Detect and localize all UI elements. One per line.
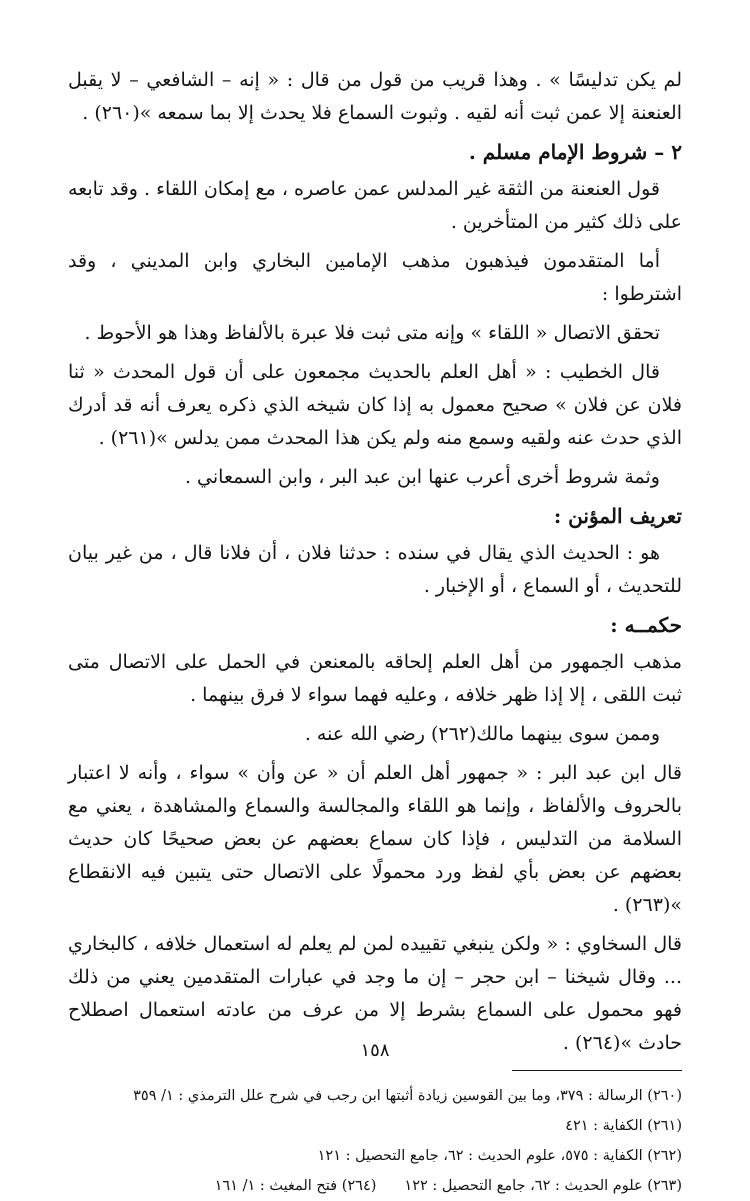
paragraph-7: وثمة شروط أخرى أعرب عنها ابن عبد البر ، وابن السمعاني . [184,466,660,488]
page-number: ١٥٨ [360,1040,390,1061]
section-heading-ruling: حكمــه : [610,613,682,637]
paragraph-9: هو : الحديث الذي يقال في سنده : حدثنا فلان ، أن فلانا قال ، من غير بيان للتحديث ، أو السماع ، أو الإخبار . [68,542,682,597]
paragraph-12: وممن سوى بينهما مالك(٢٦٢) رضي الله عنه . [304,723,660,745]
paragraph-11: مذهب الجمهور من أهل العلم إلحاقه بالمعنعن في الحمل على الاتصال متى ثبت اللقى ، إلا إذا ظهر خلافه ، وعليه فهما سواء لا فرق بينهما . [68,651,682,706]
paragraph-4: أما المتقدمون فيذهبون مذهب الإمامين البخاري وابن المديني ، وقد اشترطوا : [68,250,682,305]
footnote-261: (٢٦١) الكفاية : ٤٢١ [565,1118,682,1134]
section-heading-definition: تعريف المؤنن : [553,504,682,528]
paragraph-14: قال السخاوي : « ولكن ينبغي تقييده لمن لم يعلم له استعمال خلافه ، كالبخاري ... وقال شيخنا – ابن حجر – إن ما وجد في عبارات المتقدمين يعني من ذلك فهو محمول على السماع بشرط إلا من عرف من عادته استعمال اصطلاح حادث »(٢٦٤) . [68,933,682,1054]
footnote-260: (٢٦٠) الرسالة : ٣٧٩، وما بين القوسين زيادة أثبتها ابن رجب في شرح علل الترمذي : ١/ ٣٥٩ [133,1088,682,1104]
footnote-263: (٢٦٣) علوم الحديث : ٦٢، جامع التحصيل : ١٢٢ [404,1178,682,1194]
footnote-264: (٢٦٤) فتح المغيث : ١/ ١٦١ [214,1178,377,1194]
section-heading-muslim-conditions: ٢ – شروط الإمام مسلم . [468,140,682,164]
paragraph-5: تحقق الاتصال « اللقاء » وإنه متى ثبت فلا عبرة بالألفاظ وهذا هو الأحوط . [84,322,660,344]
paragraph-13: قال ابن عبد البر : « جمهور أهل العلم أن « عن وأن » سواء ، وأنه لا اعتبار بالحروف والألفاظ ، وإنما هو اللقاء والمجالسة والسماع والمشاهدة ، يعني مع السلامة من التدليس ، فإذا كان سماع بعضهم عن بعض صحيحًا كان حديث بعضهم عن بعض بأي لفظ ورد محمولًا على الاتصال حتى يتبين فيه الانقطاع »(٢٦٣) . [68,762,683,916]
footnote-262: (٢٦٢) الكفاية : ٥٧٥، علوم الحديث : ٦٢، جامع التحصيل : ١٢١ [317,1148,682,1164]
footnote-divider [512,1070,682,1071]
paragraph-3: قول العنعنة من الثقة غير المدلس عمن عاصره ، مع إمكان اللقاء . وقد تابعه على ذلك كثير من المتأخرين . [67,178,682,233]
paragraph-1: لم يكن تدليسًا » . وهذا قريب من قول من قال : « إنه – الشافعي – لا يقبل العنعنة إلا عمن ثبت أنه لقيه . وثبوت السماع فلا يحدث إلا بما سمعه »(٢٦٠) . [68,69,682,124]
footnote-row-263-264 [68,1171,682,1201]
paragraph-6: قال الخطيب : « أهل العلم بالحديث مجمعون على أن قول المحدث « ثنا فلان عن فلان » صحيح معمول به إذا كان شيخه الذي ذكره يعرف أنه قد أدرك الذي حدث عنه ولقيه وسمع منه ولم يكن هذا المحدث ممن يدلس »(٢٦١) . [68,361,682,449]
footnotes [68,1081,682,1201]
